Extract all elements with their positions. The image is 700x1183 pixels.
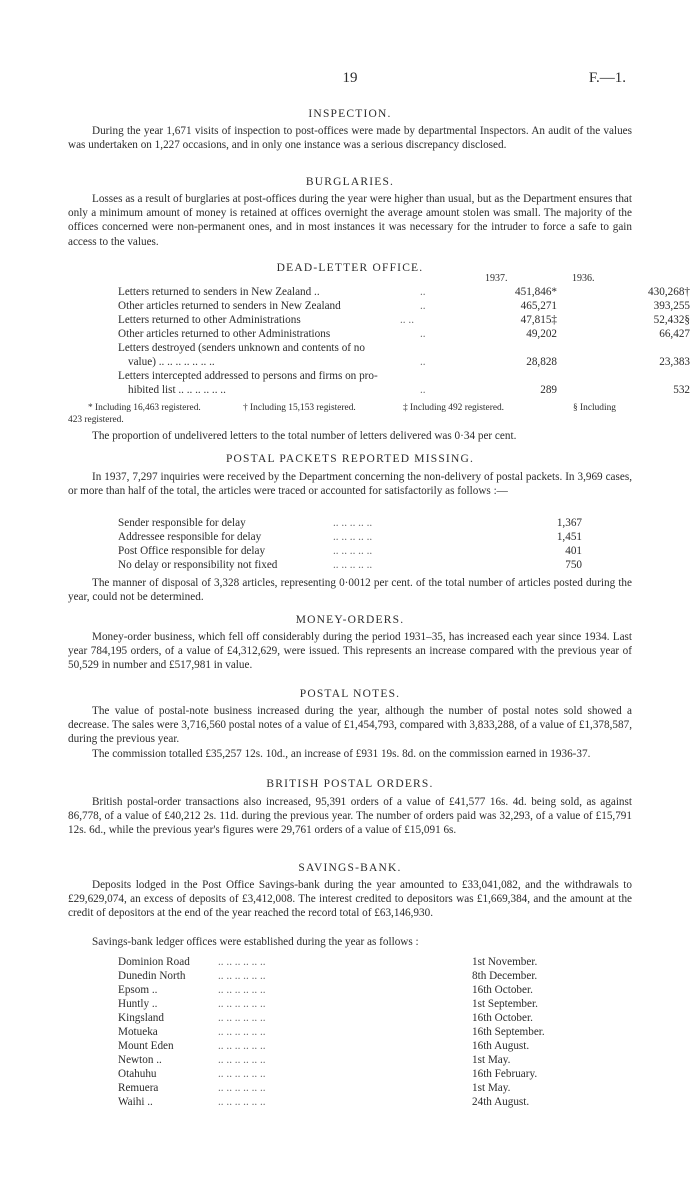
table-row: value) .. .. .. .. .. .. .. .. 28,828 23,383 xyxy=(128,356,690,368)
postal-notes-paragraph: The value of postal-note business increased during the year, although the number of postal notes sold showed a decrease. The sales were 3,716,560 postal notes of a value of £1,454,793, compared with 3,833,288, of a value of £1,378,587, during the previous year. xyxy=(68,705,632,746)
inspection-paragraph: During the year 1,671 visits of inspection to post-offices were made by departmental Inspectors. An audit of the values was undertaken on 1,227 occasions, and in only one instance was a serious discrepancy disclosed. xyxy=(68,125,632,152)
page-number: 19 xyxy=(342,70,358,86)
savings-bank-paragraph: Deposits lodged in the Post Office Savings-bank during the year amounted to £33,041,082, and the withdrawals to £29,629,074, an excess of deposits of £3,412,008. The interest credited to depositors was £1,669,384, and the amount at the credit of depositors at the end of the year reached the record total of £63,146,930. xyxy=(68,879,632,920)
table-row: Letters destroyed (senders unknown and contents of no xyxy=(118,342,365,354)
table-row: Letters returned to other Administrations .. .. 47,815‡ 52,432§ xyxy=(118,314,690,326)
list-item: Sender responsible for delay .. .. .. .. .. 1,367 xyxy=(118,517,582,529)
disposal-paragraph: The manner of disposal of 3,328 articles, representing 0·0012 per cent. of the total number of articles posted during the year, could not be determined. xyxy=(68,577,632,604)
burglaries-heading: BURGLARIES. xyxy=(305,176,395,188)
footnote-continuation: 423 registered. xyxy=(68,415,124,425)
list-item: Kingsland .. .. .. .. .. .. 16th October. xyxy=(118,1012,533,1024)
money-orders-paragraph: Money-order business, which fell off considerably during the period 1931–35, has increased each year since 1934. Last year 784,195 orders, of a value of £4,312,629, were issued. This represents an increase compared with the previous year of 50,529 in number and £517,981 in value. xyxy=(68,631,632,672)
postal-notes-heading: POSTAL NOTES. xyxy=(299,688,401,700)
column-header-1936: 1936. xyxy=(572,273,595,284)
footnote: ‡ Including 492 registered. xyxy=(403,403,505,413)
list-item: Epsom .. .. .. .. .. .. .. 16th October. xyxy=(118,984,533,996)
column-header-1937: 1937. xyxy=(485,273,508,284)
postal-packets-heading: POSTAL PACKETS REPORTED MISSING. xyxy=(225,453,475,465)
dead-letter-heading: DEAD-LETTER OFFICE. xyxy=(276,262,424,274)
table-row: Other articles returned to other Administrations .. 49,202 66,427 xyxy=(118,328,690,340)
savings-bank-heading: SAVINGS-BANK. xyxy=(298,862,402,874)
document-reference: F.—1. xyxy=(588,70,626,86)
list-item: Newton .. .. .. .. .. .. .. 1st May. xyxy=(118,1054,511,1066)
ledger-offices-intro: Savings-bank ledger offices were established during the year as follows : xyxy=(92,936,419,948)
footnote: § Including xyxy=(573,403,616,413)
table-row: Letters returned to senders in New Zealand .. .. 451,846* 430,268† xyxy=(118,286,690,298)
burglaries-paragraph: Losses as a result of burglaries at post-offices during the year were higher than usual, but as the Department ensures that only a minimum amount of money is retained at offices overnight the average amount stolen was small. The majority of the offices concerned were non-permanent ones, and in most instances it was necessary for the intruder to force a safe to gain access to the values. xyxy=(68,193,632,248)
table-row: Letters intercepted addressed to persons and firms on pro- xyxy=(118,370,378,382)
commission-paragraph: The commission totalled £35,257 12s. 10d., an increase of £931 19s. 8d. on the commission earned in 1936-37. xyxy=(92,748,591,760)
money-orders-heading: MONEY-ORDERS. xyxy=(295,614,405,626)
list-item: Post Office responsible for delay .. .. .. .. .. 401 xyxy=(118,545,582,557)
list-item: Huntly .. .. .. .. .. .. .. 1st September. xyxy=(118,998,538,1010)
list-item: Remuera .. .. .. .. .. .. 1st May. xyxy=(118,1082,511,1094)
proportion-paragraph: The proportion of undelivered letters to the total number of letters delivered was 0·34 per cent. xyxy=(92,430,517,442)
inspection-heading: INSPECTION. xyxy=(308,108,392,120)
list-item: Dunedin North .. .. .. .. .. .. 8th December. xyxy=(118,970,538,982)
list-item: Motueka .. .. .. .. .. .. 16th September. xyxy=(118,1026,545,1038)
british-postal-orders-heading: BRITISH POSTAL ORDERS. xyxy=(266,778,434,790)
footnote: † Including 15,153 registered. xyxy=(243,403,356,413)
list-item: Mount Eden .. .. .. .. .. .. 16th August. xyxy=(118,1040,530,1052)
page-header xyxy=(0,70,700,88)
list-item: Addressee responsible for delay .. .. .. .. .. 1,451 xyxy=(118,531,582,543)
list-item: Dominion Road .. .. .. .. .. .. 1st November. xyxy=(118,956,538,968)
postal-packets-paragraph: In 1937, 7,297 inquiries were received by the Department concerning the non-delivery of postal packets. In 3,969 cases, or more than half of the total, the articles were traced or accounted for satisfactorily as follows :— xyxy=(68,471,632,498)
list-item: No delay or responsibility not fixed .. .. .. .. .. 750 xyxy=(118,559,582,571)
list-item: Waihi .. .. .. .. .. .. .. 24th August. xyxy=(118,1096,530,1108)
table-row: Other articles returned to senders in New Zealand .. 465,271 393,255 xyxy=(118,300,690,312)
list-item: Otahuhu .. .. .. .. .. .. 16th February. xyxy=(118,1068,538,1080)
table-row: hibited list .. .. .. .. .. .. .. 289 532 xyxy=(128,384,690,396)
footnote: * Including 16,463 registered. xyxy=(88,403,201,413)
british-postal-orders-paragraph: British postal-order transactions also increased, 95,391 orders of a value of £41,577 16s. 4d. being sold, as against 86,778, of a value of £40,212 2s. 11d. during the previous year. The number of orders paid was 32,293, of a value of £15,791 12s. 6d., while the previous year's figures were 29,761 orders of a value of £15,091 6s. xyxy=(68,796,632,837)
